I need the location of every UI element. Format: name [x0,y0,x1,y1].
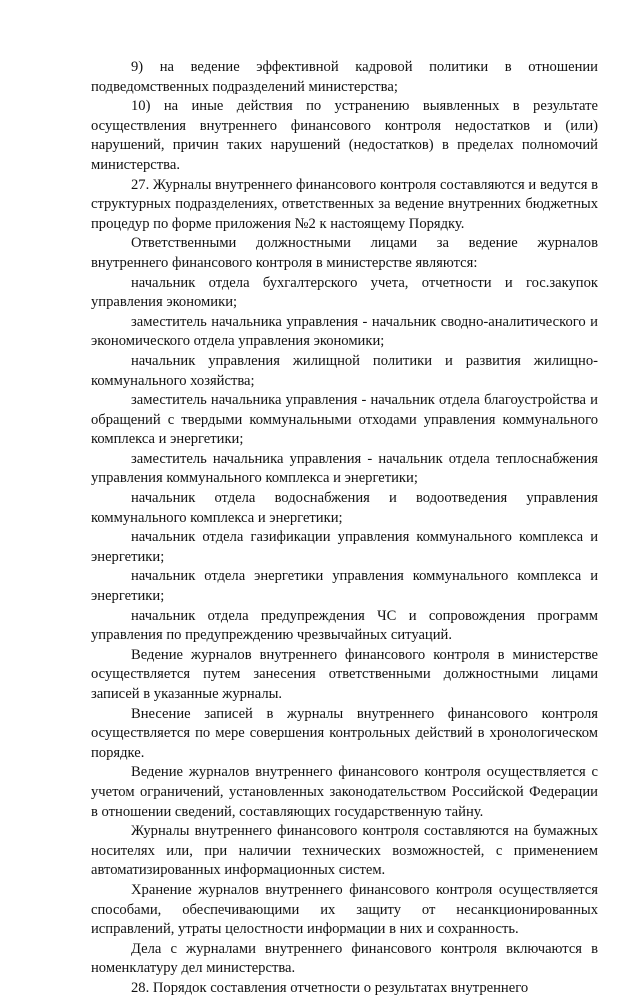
paragraph-journal-maintenance: Ведение журналов внутреннего финансового контроля в министерстве осуществляется путем занесения ответственными должностными лицами записей в указанные журналы. [91,646,598,702]
paragraph-nomenclature: Дела с журналами внутреннего финансового контроля включаются в номенклатуру дел министерства. [91,940,598,977]
list-item-heating-deputy: заместитель начальника управления - начальник отдела теплоснабжения управления коммунального комплекса и энергетики; [91,450,598,487]
paragraph-journal-entries: Внесение записей в журналы внутреннего финансового контроля осуществляется по мере совершения контрольных действий в хронологическом порядке. [91,705,598,761]
paragraph-item-9: 9) на ведение эффективной кадровой политики в отношении подведомственных подразделений министерства; [91,59,598,95]
list-item-energy-head: начальник отдела энергетики управления коммунального комплекса и энергетики; [91,568,598,605]
list-item-analytics-deputy: заместитель начальника управления - начальник сводно-аналитического и экономического отдела управления экономики; [91,313,598,350]
paragraph-clause-28: 28. Порядок составления отчетности о результатах внутреннего [131,979,529,996]
paragraph-clause-27: 27. Журналы внутреннего финансового контроля составляются и ведутся в структурных подразделениях, ответственных за ведение внутренних бюджетных процедур по форме приложения №2 к настоящему Порядку. [91,176,598,232]
paragraph-journal-media: Журналы внутреннего финансового контроля составляются на бумажных носителях или, при наличии технических возможностей, с применением автоматизированных информационных систем. [91,823,598,879]
list-item-gas-head: начальник отдела газификации управления коммунального комплекса и энергетики; [91,529,598,565]
paragraph-secrecy-restrictions: Ведение журналов внутреннего финансового контроля осуществляется с учетом ограничений, установленных законодательством Российской Федерации в отношении сведений, составляющих государственную тайну. [91,764,598,820]
paragraph-item-10: 10) на иные действия по устранению выявленных в результате осуществления внутреннего финансового контроля недостатков и (или) нарушений, причин таких нарушений (недостатков) в пределах полномочий министерства. [91,98,598,173]
list-item-emergency-head: начальник отдела предупреждения ЧС и сопровождения программ управления по предупреждению чрезвычайных ситуаций. [91,607,598,644]
list-item-accounting-head: начальник отдела бухгалтерского учета, отчетности и гос.закупок управления экономики; [91,274,598,311]
list-item-water-head: начальник отдела водоснабжения и водоотведения управления коммунального комплекса и энергетики; [91,490,598,526]
list-item-housing-head: начальник управления жилищной политики и развития жилищно-коммунального хозяйства; [91,352,598,389]
document-page [91,58,598,999]
paragraph-journal-storage: Хранение журналов внутреннего финансового контроля осуществляется способами, обеспечивающими их защиту от несанкционированных исправлений, утраты целостности информации в них и сохранность. [91,881,598,938]
paragraph-responsible-persons: Ответственными должностными лицами за ведение журналов внутреннего финансового контроля в министерстве являются: [91,235,598,271]
list-item-improvement-deputy: заместитель начальника управления - начальник отдела благоустройства и обращений с твердыми коммунальными отходами управления коммунального комплекса и энергетики; [91,392,598,448]
